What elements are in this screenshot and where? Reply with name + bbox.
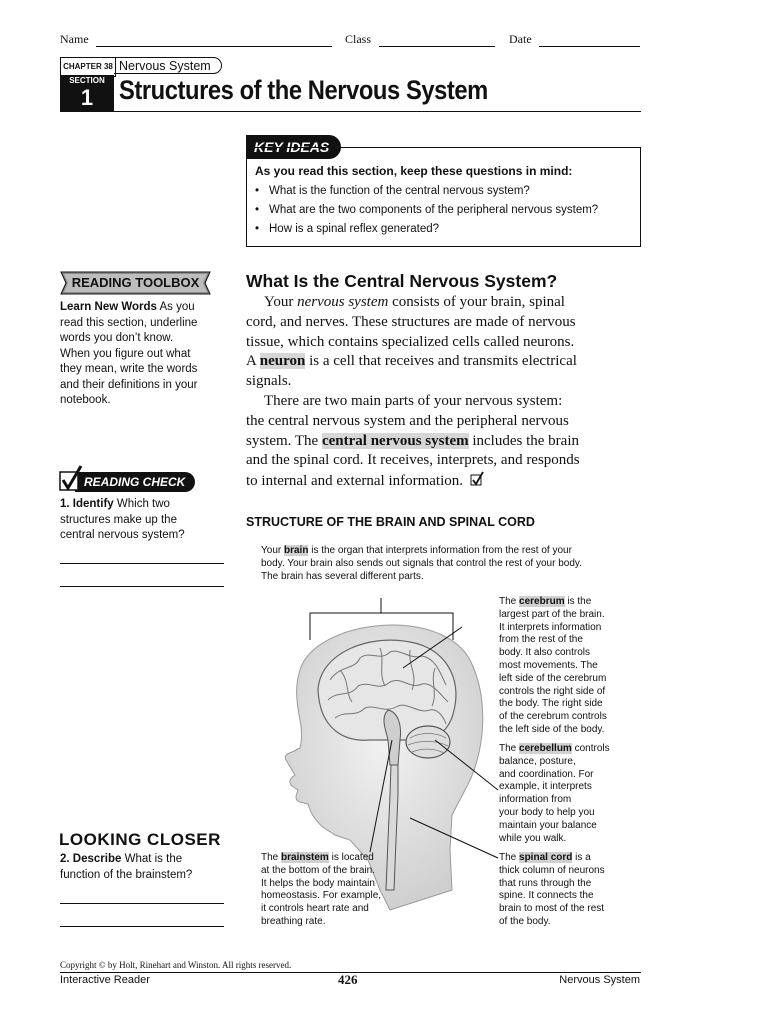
key-ideas-intro: As you read this section, keep these questions in mind:: [255, 164, 573, 178]
footer-left: Interactive Reader: [60, 974, 150, 986]
toolbox-line: As you: [156, 301, 195, 313]
class-field[interactable]: [379, 46, 495, 47]
check-box-icon: [470, 471, 485, 486]
answer-line-2[interactable]: [60, 586, 224, 587]
question-number: 2.: [60, 853, 70, 865]
name-label: Name: [60, 32, 89, 46]
body-paragraph-1: Your nervous system consists of your brain, spinal cord, and nerves. These structures are made of nervous tissue, which contains specialized cells called neurons. A neuron is a cell that receives and transmits electrical signals.: [246, 294, 577, 390]
answer-line-3[interactable]: [60, 903, 224, 904]
toolbox-line: words you don’t know.: [60, 332, 174, 344]
question-verb: Identify: [72, 498, 114, 510]
toolbox-lead: Learn New Words: [60, 301, 157, 313]
section-label: SECTION: [69, 76, 105, 85]
key-ideas-tab: KEY IDEAS: [246, 135, 341, 159]
term-central-nervous-system: central nervous system: [321, 432, 469, 449]
chapter-label: CHAPTER 38: [60, 57, 116, 77]
caption-spinal-cord: The spinal cord is a thick column of neurons that runs through the spine. It connects the brain to most of the rest of the body.: [499, 852, 605, 927]
term-nervous-system: nervous system: [297, 294, 389, 310]
key-idea-item: • How is a spinal reflex generated?: [255, 220, 598, 239]
cerebellum-shape: [406, 726, 450, 758]
toolbox-line: read this section, underline: [60, 316, 198, 329]
section-number: 1: [80, 85, 94, 110]
question-number: 1.: [60, 498, 70, 510]
key-ideas-box: [246, 147, 641, 247]
answer-line-4[interactable]: [60, 926, 224, 927]
copyright: Copyright © by Holt, Rinehart and Winston. All rights reserved.: [60, 960, 292, 970]
answer-line-1[interactable]: [60, 563, 224, 564]
section-badge: [60, 75, 114, 111]
reading-toolbox-text: [60, 300, 225, 409]
date-label: Date: [509, 32, 532, 46]
question-line: Which two: [113, 498, 170, 510]
looking-closer-question: [60, 852, 225, 883]
question-line: structures make up the: [60, 513, 177, 526]
footer-right: Nervous System: [559, 974, 640, 986]
checkmark-icon: [58, 464, 84, 494]
toolbox-line: notebook.: [60, 394, 111, 406]
key-ideas-list: [255, 182, 598, 239]
key-idea-item: • What are the two components of the peripheral nervous system?: [255, 201, 598, 220]
caption-brain: Your brain is the organ that interprets information from the rest of your body. Your brain also sends out signals that control the rest of your body. The brain has several different parts.: [261, 545, 582, 582]
figure-title: STRUCTURE OF THE BRAIN AND SPINAL CORD: [246, 515, 535, 529]
toolbox-line: and their definitions in your: [60, 378, 198, 391]
caption-brainstem: The brainstem is located at the bottom of the brain. It helps the body maintain homeostasis. For example, it controls heart rate and breathing rate.: [261, 852, 382, 927]
caption-cerebrum: The cerebrum is the largest part of the brain. It interprets information from the rest of the body. It also controls most movements. The left side of the cerebrum controls the right side of the body. The right side of the cerebrum controls the left side of the body.: [499, 596, 607, 735]
question-line: What is the: [121, 853, 183, 865]
class-label: Class: [345, 32, 372, 46]
chapter-tag: [60, 57, 223, 75]
title-rule: [60, 111, 641, 112]
question-line: central nervous system?: [60, 529, 185, 541]
looking-closer-title: LOOKING CLOSER: [59, 830, 221, 849]
page-title: Structures of the Nervous System: [119, 75, 488, 105]
toolbox-line: they mean, write the words: [60, 363, 198, 375]
question-verb: Describe: [72, 853, 122, 865]
key-idea-item: • What is the function of the central nervous system?: [255, 182, 598, 201]
toolbox-line: When you figure out what: [60, 347, 191, 360]
name-field[interactable]: [96, 46, 332, 47]
caption-cerebellum: The cerebellum controls balance, posture, and coordination. For example, it interprets information from your body to help you maintain your balance while you walk.: [499, 743, 610, 844]
body-paragraph-2: There are two main parts of your nervous system: the central nervous system and the peripheral nervous system. The central nervous system includes the brain and the spinal cord. It receives, interprets, and responds to internal and external information.: [246, 393, 580, 490]
question-line: function of the brainstem?: [60, 868, 193, 881]
page-number: 426: [338, 972, 358, 987]
date-field[interactable]: [539, 46, 640, 47]
reading-check-question: [60, 497, 225, 544]
reading-check-label: READING CHECK: [84, 475, 186, 489]
chapter-name: Nervous System: [114, 57, 222, 74]
term-neuron: neuron: [259, 353, 306, 370]
section-heading: What Is the Central Nervous System?: [246, 271, 558, 291]
reading-toolbox-label: READING TOOLBOX: [71, 275, 200, 290]
